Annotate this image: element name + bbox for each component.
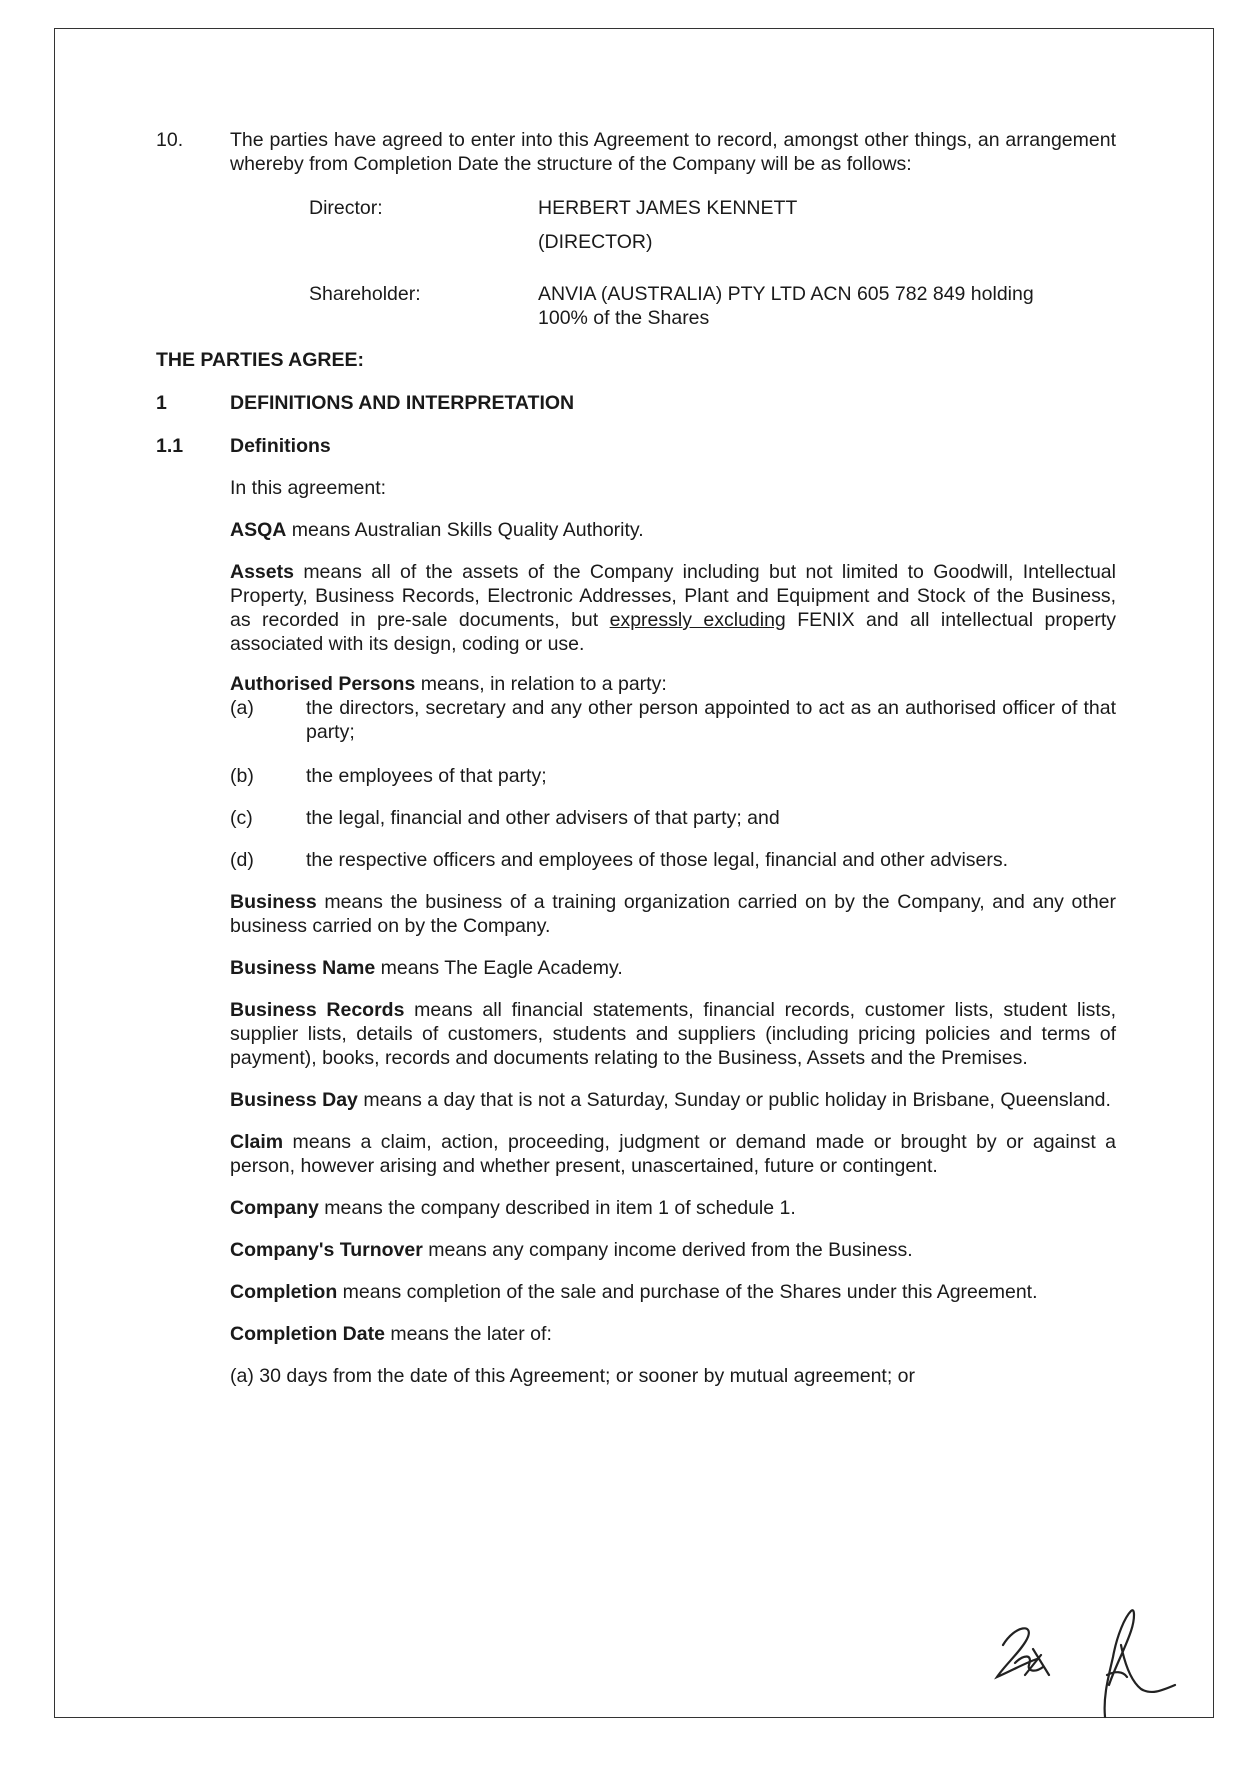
definition-business-records: Business Records means all financial statements, financial records, customer lists, student lists, supplier lists, details of customers, students and suppliers (including pricing policies and terms of payment), books, records and documents relating to the Business, Assets and the Premises. [230, 999, 1116, 1069]
definition-authorised-persons: Authorised Persons means, in relation to a party: [230, 673, 667, 695]
underlined-text: expressly excluding [609, 609, 786, 631]
definitions-intro: In this agreement: [230, 477, 387, 499]
section-1-number: 1 [156, 392, 167, 414]
section-1-1-title: Definitions [230, 435, 331, 457]
initials-mark-1 [997, 1628, 1049, 1677]
list-item: (d) the respective officers and employees of those legal, financial and other advisers. [230, 849, 1009, 871]
recital-number: 10. [156, 129, 184, 151]
term: Business Records [230, 999, 405, 1021]
definition-business: Business means the business of a training organization carried on by the Company, and any other business carried on by the Company. [230, 891, 1116, 937]
term: Assets [230, 561, 294, 583]
director-name: HERBERT JAMES KENNETT [538, 197, 798, 219]
definition-business-day: Business Day means a day that is not a Saturday, Sunday or public holiday in Brisbane, Queensland. [230, 1089, 1111, 1111]
definition-company-turnover: Company's Turnover means any company income derived from the Business. [230, 1239, 913, 1261]
recital-text: The parties have agreed to enter into this Agreement to record, amongst other things, an arrangement whereby from Completion Date the structure of the Company will be as follows: [230, 129, 1116, 175]
term: Business [230, 891, 317, 913]
list-item: (c) the legal, financial and other advisers of that party; and [230, 807, 780, 829]
term: Company [230, 1197, 319, 1219]
definition-assets: Assets means all of the assets of the Company including but not limited to Goodwill, Intellectual Property, Business Records, Electronic Addresses, Plant and Equipment and Stock of the Business, as recorded in pre-sale documents, but expressly excluding FENIX and all intellectual property associated with its design, coding or use. [230, 561, 1117, 655]
document-body [156, 128, 1116, 1388]
term: Company's Turnover [230, 1239, 423, 1261]
term: Completion Date [230, 1323, 385, 1345]
section-1-1-number: 1.1 [156, 435, 184, 457]
completion-date-item-a: (a) 30 days from the date of this Agreement; or sooner by mutual agreement; or [230, 1365, 916, 1387]
recital-10 [156, 128, 1116, 176]
initials-mark-2 [1105, 1610, 1175, 1717]
shareholder-line1: ANVIA (AUSTRALIA) PTY LTD ACN 605 782 849 holding [538, 283, 1034, 305]
list-item: (a) the directors, secretary and any other person appointed to act as an authorised officer of that party; [230, 697, 1116, 743]
director-row [309, 196, 1116, 264]
agree-heading: THE PARTIES AGREE: [156, 349, 365, 371]
definition-completion: Completion means completion of the sale and purchase of the Shares under this Agreement. [230, 1281, 1038, 1303]
term: Authorised Persons [230, 673, 416, 695]
term: Claim [230, 1131, 284, 1153]
shareholder-label: Shareholder: [309, 283, 421, 305]
term: Business Name [230, 957, 376, 979]
director-label: Director: [309, 197, 383, 219]
definition-company: Company means the company described in item 1 of schedule 1. [230, 1197, 796, 1219]
signature-initials [985, 1605, 1185, 1720]
shareholder-line2: 100% of the Shares [538, 307, 710, 329]
list-item: (b) the employees of that party; [230, 765, 547, 787]
section-1-heading [156, 391, 1116, 415]
definition-business-name: Business Name means The Eagle Academy. [230, 957, 623, 979]
term: Completion [230, 1281, 338, 1303]
definition-completion-date: Completion Date means the later of: [230, 1323, 552, 1345]
section-1-1-heading [156, 434, 1116, 458]
definition-asqa: ASQA means Australian Skills Quality Authority. [230, 519, 644, 541]
definition-claim: Claim means a claim, action, proceeding, judgment or demand made or brought by or against a person, however arising and whether present, unascertained, future or contingent. [230, 1131, 1116, 1177]
term: Business Day [230, 1089, 358, 1111]
company-structure [309, 196, 1116, 330]
shareholder-row [309, 282, 1116, 330]
director-role: (DIRECTOR) [538, 231, 653, 253]
section-1-title: DEFINITIONS AND INTERPRETATION [230, 392, 575, 414]
definitions-body [230, 476, 1116, 1388]
term: ASQA [230, 519, 287, 541]
